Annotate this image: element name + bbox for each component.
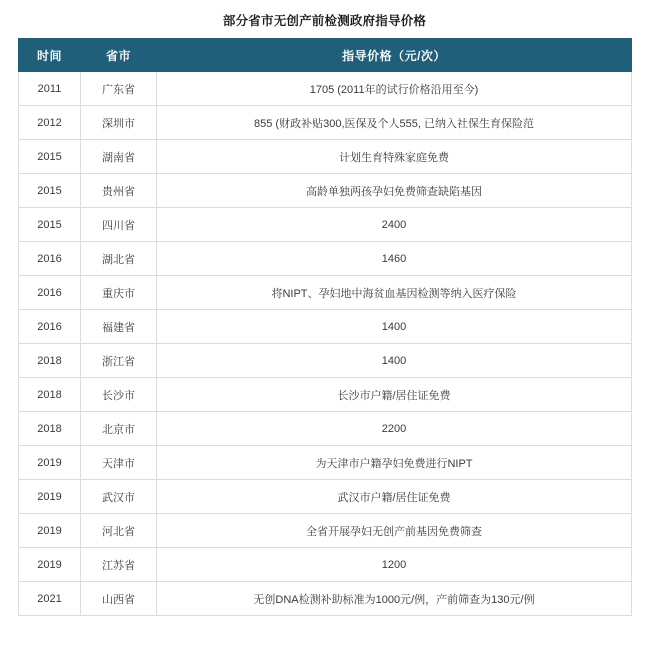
cell-time: 2015 <box>19 174 81 208</box>
cell-time: 2016 <box>19 242 81 276</box>
cell-province: 四川省 <box>81 208 157 242</box>
cell-time: 2021 <box>19 582 81 616</box>
table-row <box>19 106 632 140</box>
column-header-time: 时间 <box>19 39 81 72</box>
cell-province: 长沙市 <box>81 378 157 412</box>
cell-time: 2018 <box>19 412 81 446</box>
cell-province: 广东省 <box>81 72 157 106</box>
cell-price: 855 (财政补贴300,医保及个人555, 已纳入社保生育保险范 <box>157 106 632 140</box>
cell-time: 2016 <box>19 310 81 344</box>
cell-price: 将NIPT、孕妇地中海贫血基因检测等纳入医疗保险 <box>157 276 632 310</box>
cell-price: 1400 <box>157 344 632 378</box>
table-row <box>19 310 632 344</box>
cell-price: 1705 (2011年的试行价格沿用至今) <box>157 72 632 106</box>
table-row <box>19 344 632 378</box>
cell-province: 深圳市 <box>81 106 157 140</box>
column-header-province: 省市 <box>81 39 157 72</box>
cell-price: 1200 <box>157 548 632 582</box>
cell-province: 天津市 <box>81 446 157 480</box>
cell-price: 1400 <box>157 310 632 344</box>
cell-province: 北京市 <box>81 412 157 446</box>
cell-price: 全省开展孕妇无创产前基因免费筛查 <box>157 514 632 548</box>
cell-province: 重庆市 <box>81 276 157 310</box>
table-header-row <box>19 39 632 72</box>
cell-time: 2011 <box>19 72 81 106</box>
cell-province: 江苏省 <box>81 548 157 582</box>
cell-price: 计划生育特殊家庭免费 <box>157 140 632 174</box>
cell-time: 2016 <box>19 276 81 310</box>
cell-price: 武汉市户籍/居住证免费 <box>157 480 632 514</box>
cell-time: 2019 <box>19 548 81 582</box>
cell-price: 1460 <box>157 242 632 276</box>
guidance-price-table <box>18 38 632 616</box>
cell-province: 贵州省 <box>81 174 157 208</box>
table-row <box>19 242 632 276</box>
table-row <box>19 378 632 412</box>
page-title: 部分省市无创产前检测政府指导价格 <box>222 14 427 28</box>
table-row <box>19 174 632 208</box>
cell-time: 2018 <box>19 378 81 412</box>
cell-price: 长沙市户籍/居住证免费 <box>157 378 632 412</box>
table-row <box>19 582 632 616</box>
table-header <box>19 39 632 72</box>
table-row <box>19 140 632 174</box>
cell-price: 为天津市户籍孕妇免费进行NIPT <box>157 446 632 480</box>
table-row <box>19 412 632 446</box>
table-row <box>19 72 632 106</box>
cell-price: 高龄单独两孩孕妇免费筛查缺陷基因 <box>157 174 632 208</box>
table-row <box>19 514 632 548</box>
cell-province: 浙江省 <box>81 344 157 378</box>
cell-province: 湖南省 <box>81 140 157 174</box>
cell-province: 河北省 <box>81 514 157 548</box>
column-header-price: 指导价格（元/次） <box>157 39 632 72</box>
cell-time: 2015 <box>19 140 81 174</box>
table-row <box>19 446 632 480</box>
cell-province: 福建省 <box>81 310 157 344</box>
cell-province: 山西省 <box>81 582 157 616</box>
table-row <box>19 276 632 310</box>
cell-time: 2012 <box>19 106 81 140</box>
table-row <box>19 548 632 582</box>
cell-province: 湖北省 <box>81 242 157 276</box>
cell-time: 2015 <box>19 208 81 242</box>
cell-price: 2400 <box>157 208 632 242</box>
cell-time: 2019 <box>19 446 81 480</box>
cell-price: 无创DNA检测补助标准为1000元/例，产前筛查为130元/例 <box>157 582 632 616</box>
table-row <box>19 208 632 242</box>
cell-price: 2200 <box>157 412 632 446</box>
cell-time: 2019 <box>19 514 81 548</box>
cell-time: 2019 <box>19 480 81 514</box>
cell-time: 2018 <box>19 344 81 378</box>
table-row <box>19 480 632 514</box>
table-body <box>19 72 632 616</box>
cell-province: 武汉市 <box>81 480 157 514</box>
